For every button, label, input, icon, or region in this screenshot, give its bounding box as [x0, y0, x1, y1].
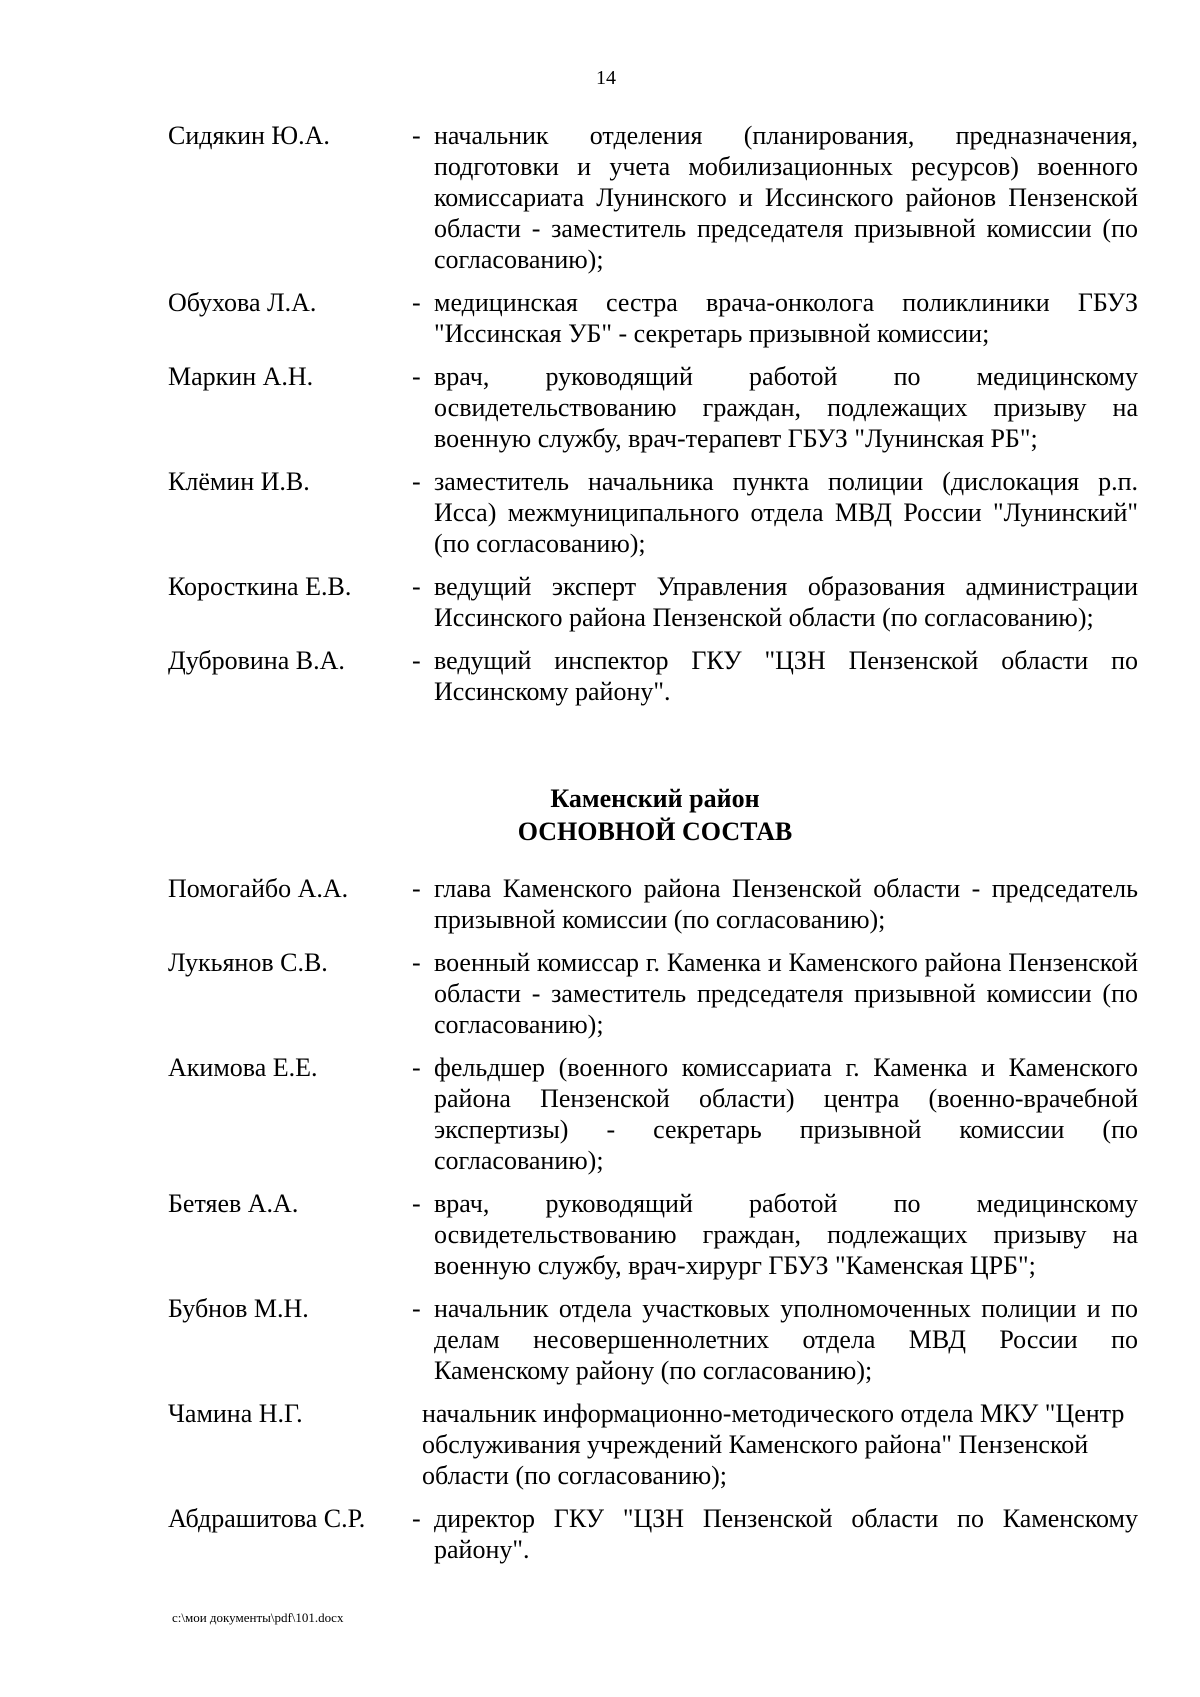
member-position: ведущий эксперт Управления образования администрации Иссинского района Пензенской области (по согласованию);: [434, 572, 1138, 632]
file-path-footer: c:\мои документы\pdf\101.docx: [172, 1610, 344, 1625]
member-entry: [168, 1052, 1138, 1176]
member-name: Лукьянов С.В.: [168, 948, 328, 977]
members-list-kamenka: [168, 873, 1138, 1577]
member-entry: [168, 645, 1138, 707]
member-position: фельдшер (военного комиссариата г. Каменка и Каменского района Пензенской области) центра (военно-врачебной экспертизы) - секретарь призывной комиссии (по согласованию);: [434, 1053, 1138, 1175]
member-name: Коросткина Е.В.: [168, 572, 352, 601]
member-position: врач, руководящий работой по медицинскому освидетельствованию граждан, подлежащих призыву на военную службу, врач-терапевт ГБУЗ "Лунинская РБ";: [434, 362, 1138, 453]
dash: -: [412, 121, 421, 150]
member-entry: [168, 120, 1138, 275]
member-name: Бубнов М.Н.: [168, 1294, 309, 1323]
member-position: ведущий инспектор ГКУ "ЦЗН Пензенской области по Иссинскому району".: [434, 646, 1138, 706]
member-name: Клёмин И.В.: [168, 467, 310, 496]
member-position: начальник отделения (планирования, предназначения, подготовки и учета мобилизационных ресурсов) военного комиссариата Лунинского и Иссинского районов Пензенской области - заместитель председателя призывной комиссии (по согласованию);: [434, 121, 1138, 274]
member-name: Абдрашитова С.Р.: [168, 1504, 366, 1533]
member-entry: [168, 361, 1138, 454]
member-name: Акимова Е.Е.: [168, 1053, 318, 1082]
member-position: военный комиссар г. Каменка и Каменского района Пензенской области - заместитель председателя призывной комиссии (по согласованию);: [434, 948, 1138, 1039]
member-name: Чамина Н.Г.: [168, 1399, 303, 1428]
member-entry: [168, 1503, 1138, 1565]
member-entry: [168, 873, 1138, 935]
dash: -: [412, 288, 421, 317]
member-position: начальник информационно-методического отдела МКУ "Центр обслуживания учреждений Каменского района" Пензенской области (по согласованию);: [422, 1399, 1125, 1490]
member-entry: [168, 571, 1138, 633]
page-number: 14: [596, 67, 616, 89]
member-position: глава Каменского района Пензенской области - председатель призывной комиссии (по согласованию);: [434, 874, 1138, 934]
member-name: Сидякин Ю.А.: [168, 121, 330, 150]
dash: -: [412, 1294, 421, 1323]
dash: -: [412, 874, 421, 903]
member-name: Обухова Л.А.: [168, 288, 317, 317]
member-entry: [168, 947, 1138, 1040]
composition-title: ОСНОВНОЙ СОСТАВ: [517, 817, 793, 846]
member-position: директор ГКУ "ЦЗН Пензенской области по Каменскому району".: [434, 1504, 1138, 1564]
member-name: Дубровина В.А.: [168, 646, 345, 675]
member-entry: [168, 1188, 1138, 1281]
dash: -: [412, 572, 421, 601]
member-position: заместитель начальника пункта полиции (дислокация р.п. Исса) межмуниципального отдела МВД России "Лунинский" (по согласованию);: [434, 467, 1138, 558]
member-entry: [168, 1293, 1138, 1386]
member-name: Маркин А.Н.: [168, 362, 314, 391]
dash: -: [412, 1504, 421, 1533]
member-entry: [168, 287, 1138, 349]
dash: -: [412, 362, 421, 391]
section-heading: [0, 782, 1200, 848]
district-title: Каменский район: [550, 784, 760, 813]
member-position: врач, руководящий работой по медицинскому освидетельствованию граждан, подлежащих призыву на военную службу, врач-хирург ГБУЗ "Каменская ЦРБ";: [434, 1189, 1138, 1280]
members-list-issa: [168, 120, 1138, 719]
member-position: начальник отдела участковых уполномоченных полиции и по делам несовершеннолетних отдела МВД России по Каменскому району (по согласованию);: [434, 1294, 1138, 1385]
member-position: медицинская сестра врача-онколога поликлиники ГБУЗ "Иссинская УБ" - секретарь призывной комиссии;: [434, 288, 1138, 348]
dash: -: [412, 646, 421, 675]
member-name: Помогайбо А.А.: [168, 874, 349, 903]
dash: -: [412, 948, 421, 977]
dash: -: [412, 467, 421, 496]
member-entry: [168, 466, 1138, 559]
dash: -: [412, 1189, 421, 1218]
member-name: Бетяев А.А.: [168, 1189, 299, 1218]
member-entry: [168, 1398, 1138, 1491]
dash: -: [412, 1053, 421, 1082]
